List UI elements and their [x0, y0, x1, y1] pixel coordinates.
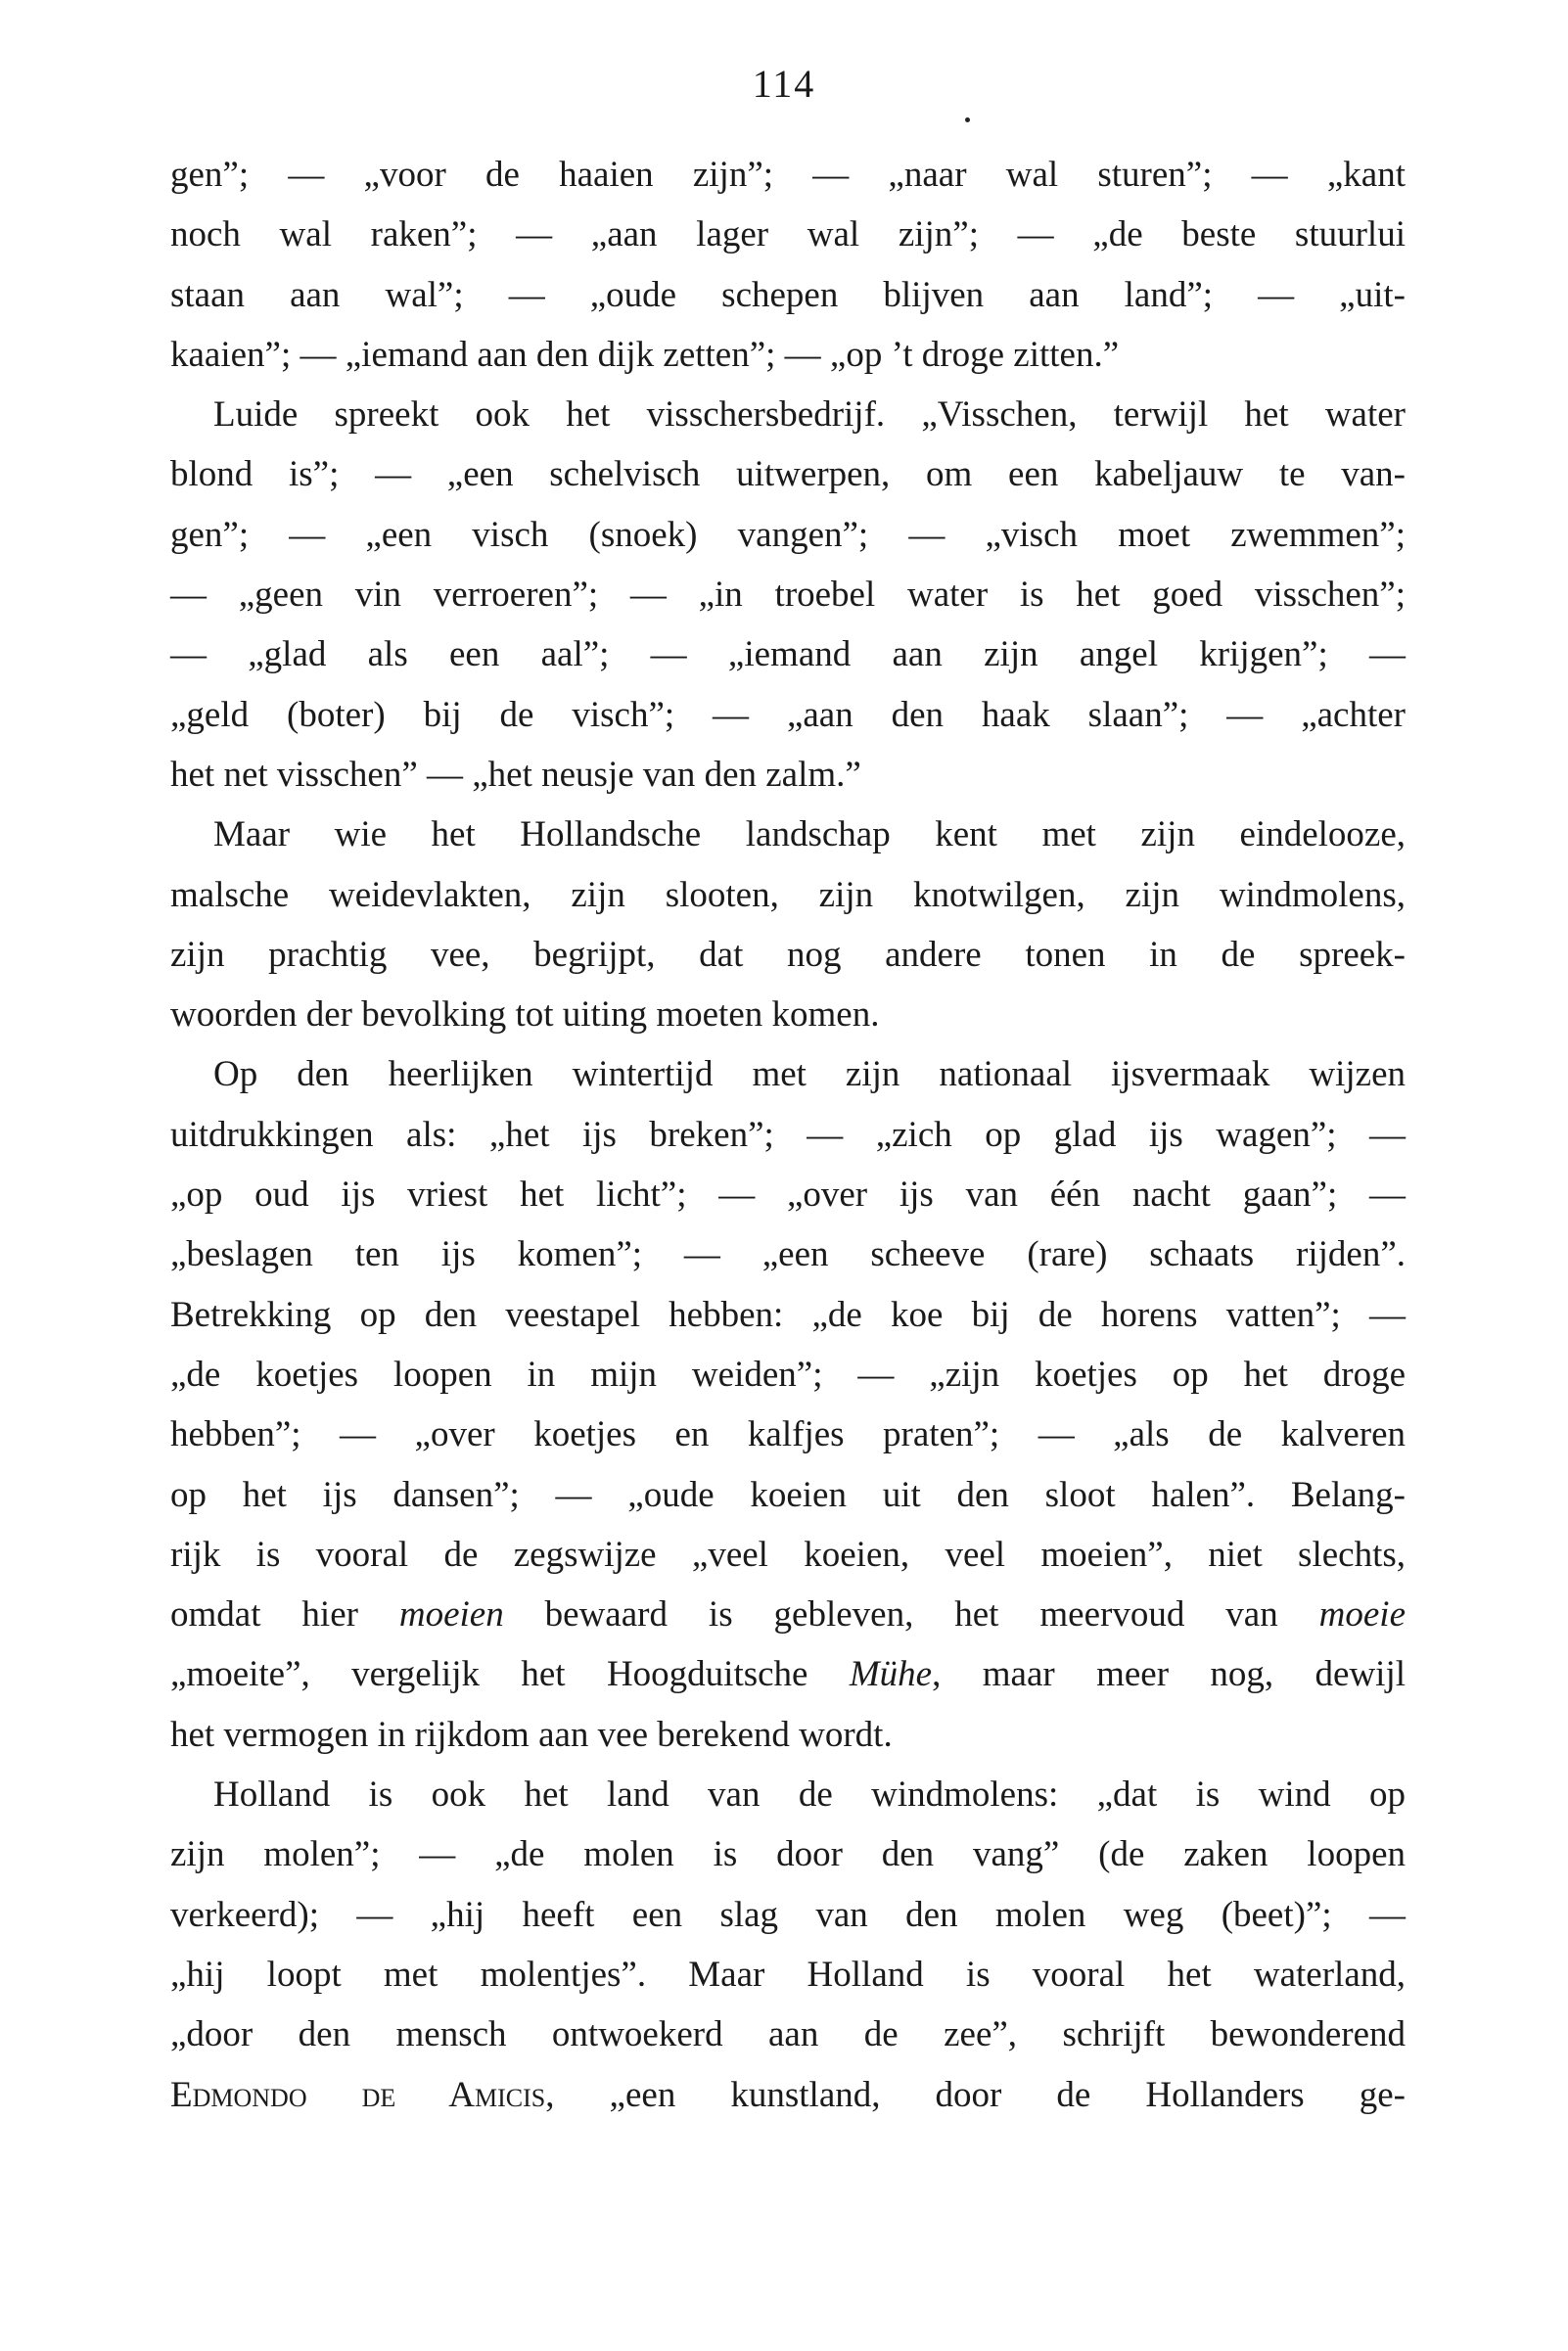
text-line: „beslagen ten ijs komen”; — „een scheeve (rare) schaats rijden”. [170, 1234, 1406, 1275]
author-name: Edmondo de Amicis [170, 2074, 546, 2115]
text-line: „door den mensch ontwoekerd aan de zee”, schrijft bewonderend [170, 2014, 1406, 2055]
text-line: Luide spreekt ook het visschersbedrijf. „Visschen, terwijl het water [213, 394, 1406, 436]
text-line: „de koetjes loopen in mijn weiden”; — „zijn koetjes op het droge [170, 1354, 1406, 1395]
text-line: omdat hier moeien bewaard is gebleven, het meervoud van moeie [170, 1594, 1406, 1636]
text-line: uitdrukkingen als: „het ijs breken”; — „zich op glad ijs wagen”; — [170, 1114, 1406, 1155]
text-line: het vermogen in rijkdom aan vee berekend wordt. [170, 1714, 893, 1755]
text-line: zijn prachtig vee, begrijpt, dat nog andere tonen in de spreek- [170, 934, 1406, 975]
italic-word: moeie [1318, 1594, 1406, 1636]
text-line: „op oud ijs vriest het licht”; — „over ijs van één nacht gaan”; — [170, 1175, 1406, 1216]
text-line: „geld (boter) bij de visch”; — „aan den haak slaan”; — „achter [170, 694, 1406, 735]
text-line: Op den heerlijken wintertijd met zijn nationaal ijsvermaak wijzen [213, 1054, 1406, 1095]
text-line: „moeite”, vergelijk het Hoogduitsche Mühe, maar meer nog, dewijl [170, 1654, 1406, 1695]
text-line: „hij loopt met molentjes”. Maar Holland is vooral het waterland, [170, 1954, 1406, 1995]
text-line: het net visschen” — „het neusje van den zalm.” [170, 754, 861, 795]
italic-word: Mühe [849, 1654, 933, 1695]
text-line: woorden der bevolking tot uiting moeten komen. [170, 994, 880, 1036]
text-line: Maar wie het Hollandsche landschap kent met zijn eindelooze, [213, 814, 1406, 855]
text-line: — „geen vin verroeren”; — „in troebel water is het goed visschen”; [170, 575, 1406, 616]
text-line: hebben”; — „over koetjes en kalfjes praten”; — „als de kalveren [170, 1414, 1406, 1455]
text-line: Holland is ook het land van de windmolens: „dat is wind op [213, 1775, 1406, 1816]
page-number: 114 [752, 62, 816, 106]
text-line: staan aan wal”; — „oude schepen blijven aan land”; — „uit- [170, 274, 1406, 315]
text-line: gen”; — „een visch (snoek) vangen”; — „visch moet zwemmen”; [170, 514, 1406, 555]
ink-speck [965, 117, 970, 122]
text-line: zijn molen”; — „de molen is door den vang” (de zaken loopen [170, 1834, 1406, 1875]
text-line: — „glad als een aal”; — „iemand aan zijn angel krijgen”; — [170, 634, 1406, 675]
text-line: rijk is vooral de zegswijze „veel koeien, veel moeien”, niet slechts, [170, 1534, 1406, 1575]
body-text [170, 145, 1406, 2125]
text-line: noch wal raken”; — „aan lager wal zijn”; — „de beste stuurlui [170, 214, 1406, 255]
italic-word: moeien [398, 1594, 504, 1636]
text-line: Edmondo de Amicis, „een kunstland, door de Hollanders ge- [170, 2074, 1406, 2115]
text-line: kaaien”; — „iemand aan den dijk zetten”; — „op ’t droge zitten.” [170, 334, 1120, 375]
text-line: verkeerd); — „hij heeft een slag van den molen weg (beet)”; — [170, 1894, 1406, 1935]
text-line: Betrekking op den veestapel hebben: „de koe bij de horens vatten”; — [170, 1294, 1406, 1335]
text-line: blond is”; — „een schelvisch uitwerpen, om een kabeljauw te van- [170, 454, 1406, 495]
text-line: op het ijs dansen”; — „oude koeien uit den sloot halen”. Belang- [170, 1474, 1406, 1515]
text-line: gen”; — „voor de haaien zijn”; — „naar wal sturen”; — „kant [170, 155, 1406, 195]
text-line: malsche weidevlakten, zijn slooten, zijn knotwilgen, zijn windmolens, [170, 874, 1406, 915]
